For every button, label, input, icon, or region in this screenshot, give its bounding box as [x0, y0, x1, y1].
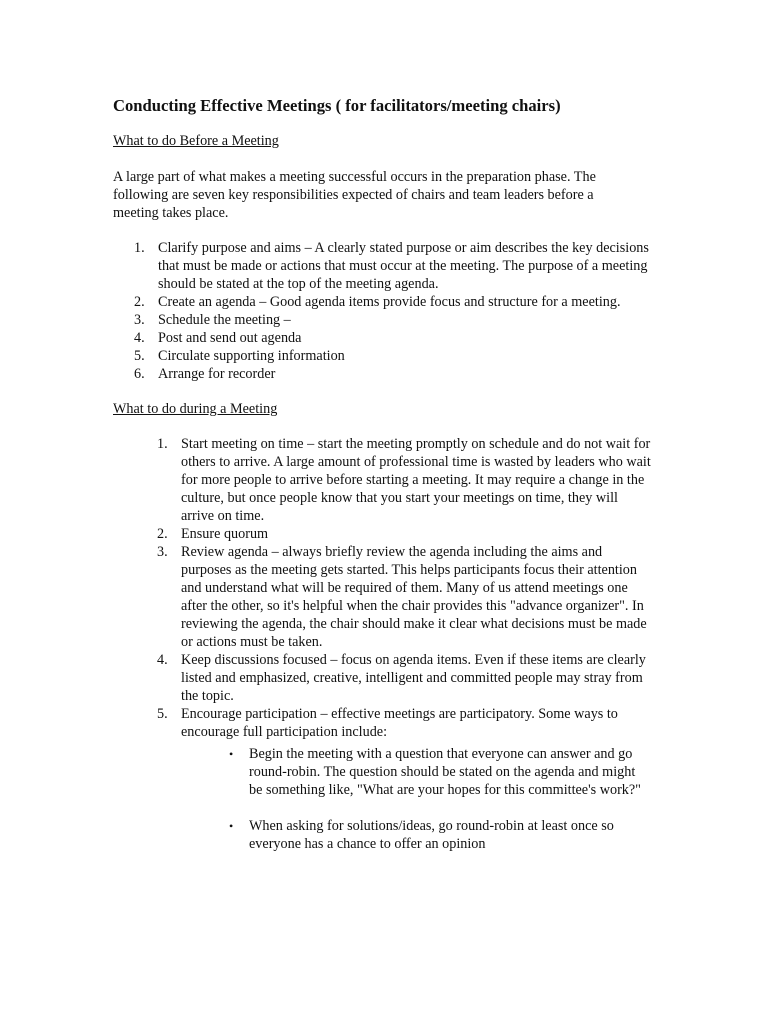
list-item	[157, 651, 653, 705]
list-item	[134, 293, 658, 311]
list-number: 1.	[134, 240, 145, 256]
list-number: 3.	[134, 312, 145, 328]
list-item-text: Ensure quorum	[181, 526, 269, 542]
list-number: 2.	[134, 294, 145, 310]
bullet-icon: •	[229, 747, 234, 761]
list-item	[134, 365, 658, 383]
list-item	[157, 435, 653, 525]
intro-paragraph: A large part of what makes a meeting successful occurs in the preparation phase. The following are seven key responsibilities expected of chairs and team leaders before a meeting takes place.	[113, 169, 596, 221]
list-item-text: Start meeting on time – start the meeting promptly on schedule and do not wait for others to arrive. A large amount of professional time is wasted by leaders who wait for more people to arrive before starting a meeting. It may require a change in the culture, but once people know that you start your meetings on time, they will arrive on time.	[181, 436, 651, 524]
bullet-item-text: Begin the meeting with a question that everyone can answer and go round-robin. The question should be stated on the agenda and might be something like, "What are your hopes for this committee's work?"	[249, 746, 641, 798]
list-item-text: Arrange for recorder	[158, 366, 276, 382]
list-item-text: Clarify purpose and aims – A clearly stated purpose or aim describes the key decisions that must be made or actions that must occur at the meeting. The purpose of a meeting should be stated at the top of the meeting agenda.	[158, 240, 649, 292]
during-meeting-list	[157, 435, 653, 853]
list-item	[134, 239, 658, 293]
list-number: 5.	[134, 348, 145, 364]
participation-bullet-list	[229, 745, 649, 853]
list-item-text: Encourage participation – effective meetings are participatory. Some ways to encourage full participation include:	[181, 706, 618, 740]
before-meeting-list	[134, 239, 658, 383]
list-item	[157, 543, 653, 651]
bullet-icon: •	[229, 819, 234, 833]
list-number: 5.	[157, 706, 168, 722]
list-item	[134, 311, 658, 329]
list-item-text: Create an agenda – Good agenda items provide focus and structure for a meeting.	[158, 294, 621, 310]
list-number: 1.	[157, 436, 168, 452]
bullet-item-text: When asking for solutions/ideas, go round-robin at least once so everyone has a chance to offer an opinion	[249, 818, 614, 852]
bullet-item	[229, 817, 649, 853]
list-item	[134, 347, 658, 365]
document-title: Conducting Effective Meetings ( for facilitators/meeting chairs)	[113, 96, 561, 115]
list-item-text: Keep discussions focused – focus on agenda items. Even if these items are clearly listed and emphasized, creative, intelligent and committed people may stray from the topic.	[181, 652, 646, 704]
list-number: 3.	[157, 544, 168, 560]
list-item-text: Circulate supporting information	[158, 348, 345, 364]
list-number: 4.	[157, 652, 168, 668]
list-item-text: Review agenda – always briefly review the agenda including the aims and purposes as the meeting gets started. This helps participants focus their attention and understand what will be required of them. Many of us attend meetings one after the other, so it's helpful when the chair provides this "advance organizer". In reviewing the agenda, the chair should make it clear what decisions must be made or actions must be taken.	[181, 544, 647, 650]
list-item	[157, 705, 653, 853]
list-number: 2.	[157, 526, 168, 542]
list-item-text: Post and send out agenda	[158, 330, 302, 346]
list-number: 4.	[134, 330, 145, 346]
bullet-item	[229, 745, 649, 799]
list-item	[134, 329, 658, 347]
list-item-text: Schedule the meeting –	[158, 312, 291, 328]
list-item	[157, 525, 653, 543]
heading-before-meeting: What to do Before a Meeting	[113, 133, 279, 149]
bullet-spacer	[249, 799, 649, 817]
heading-during-meeting: What to do during a Meeting	[113, 401, 278, 417]
list-number: 6.	[134, 366, 145, 382]
